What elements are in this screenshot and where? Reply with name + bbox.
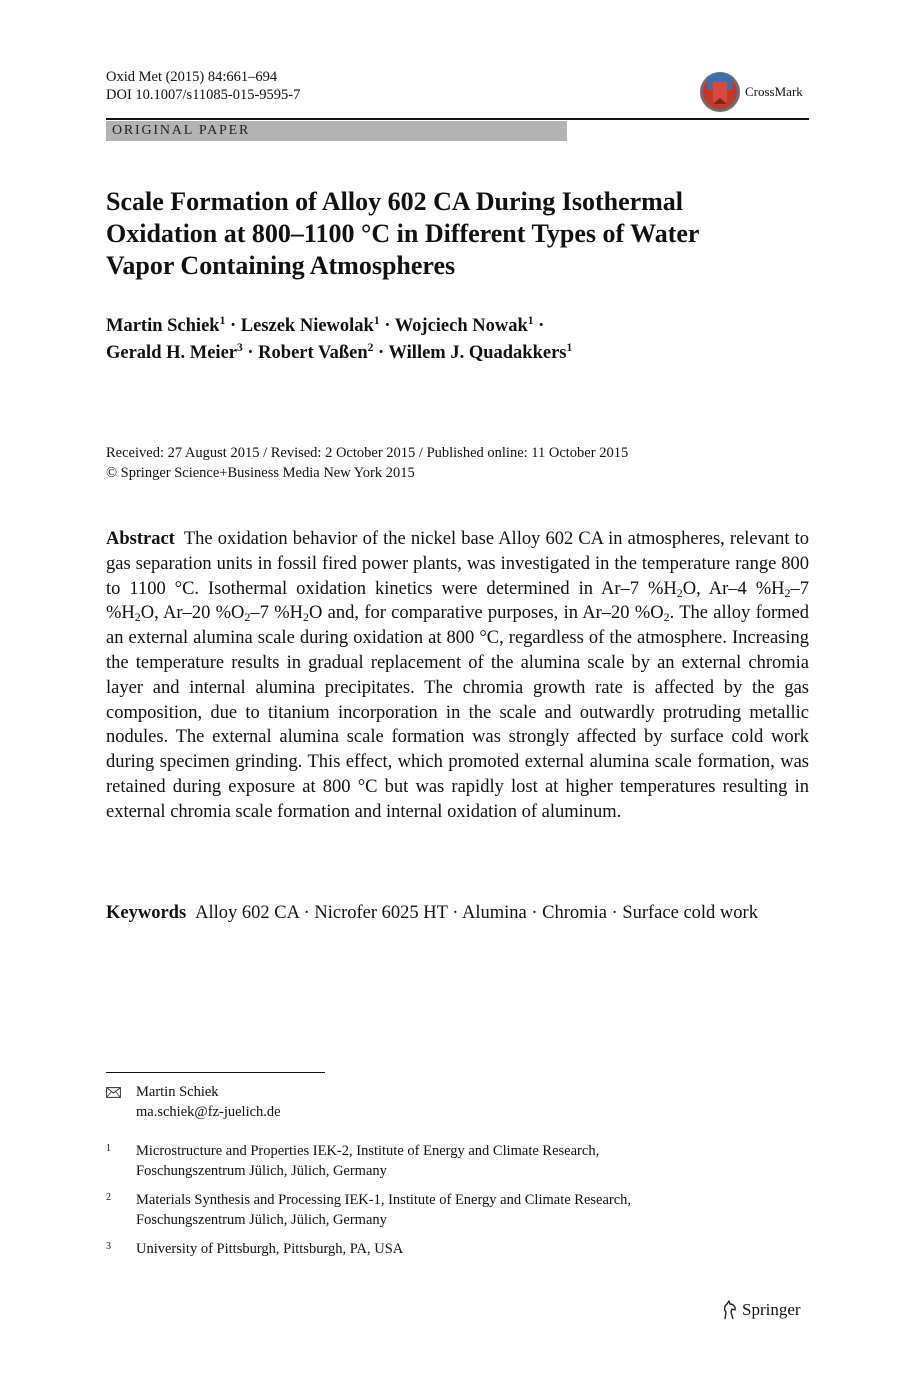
affiliation-mark: 1 [527,315,534,327]
envelope-icon [106,1087,121,1098]
abstract-text: . The alloy formed an external alumina scale during oxidation at 800 °C, regardless of the atmosphere. Increasing the temperature results in gradual replacement of the alumina scale by an external chromia layer and internal alumina precipitates. The chromia growth rate is affected by the gas composition, due to titanium incorporation in the scale and outwardly protruding metallic nodules. The external alumina scale formation was strongly affected by surface cold work during specimen grinding. This effect, which promoted external alumina scale formation, was retained during exposure at 800 °C but was rapidly lost at higher temperatures resulting in external chromia scale formation and internal oxidation of aluminum. [106,603,810,822]
abstract-text: –7 %H [106,578,809,624]
author-line-1: Martin Schiek$^1$ · Leszek Niewolak$^1$ · Wojciech Nowak$^1$ · [106,315,545,336]
abstract-text: –7 %H [250,603,303,624]
subscript: 2 [134,610,141,625]
affiliation-3 [106,1240,806,1260]
affiliation-mark: 1 [219,315,226,327]
footnotes [106,1083,806,1260]
doi-line[interactable]: DOI 10.1007/s11085-015-9595-7 [106,87,301,103]
author-name[interactable]: Gerald H. Meier [106,343,237,363]
affiliation-mark: 2 [367,342,374,354]
author-name[interactable]: Willem J. Quadakkers [388,343,567,363]
affiliation-number: 1 [106,1143,111,1154]
abstract-text: O, Ar–4 %H [682,578,785,599]
affiliation-number: 3 [106,1241,111,1252]
crossmark-label: CrossMark [745,84,803,99]
dates-line: Received: 27 August 2015 / Revised: 2 October 2015 / Published online: 11 October 2015 [106,445,629,461]
subscript: 2 [244,610,251,625]
affiliation-1 [106,1142,806,1181]
title-line-1: Scale Formation of Alloy 602 CA During Isothermal [106,187,684,216]
affiliation-number: 2 [106,1192,111,1203]
corresponding-author-email[interactable]: ma.schiek@fz-juelich.de [136,1103,281,1120]
keywords-text: Alloy 602 CA · Nicrofer 6025 HT · Alumina · Chromia · Surface cold work [195,903,758,923]
title-line-3: Vapor Containing Atmospheres [106,251,456,280]
publisher-name: Springer [742,1300,801,1319]
subscript: 2 [676,585,683,600]
affiliation-text: Microstructure and Properties IEK-2, Institute of Energy and Climate Research, [136,1143,600,1159]
author-list [106,313,806,367]
title-line-2: Oxidation at 800–1100 °C in Different Types of Water [106,219,700,248]
affiliation-mark: 3 [237,342,243,354]
article-type-bar [106,121,567,141]
affiliation-text: University of Pittsburgh, Pittsburgh, PA, USA [136,1241,404,1257]
copyright-line: © Springer Science+Business Media New York 2015 [106,464,415,481]
affiliation-mark: 1 [373,315,380,327]
header-rule [106,118,809,120]
abstract-heading: Abstract [106,529,175,549]
springer-logo [722,1300,801,1320]
affiliation-mark: 1 [566,342,573,354]
author-line-2: Gerald H. Meier$^3$ · Robert Vaßen$^2$ · Willem J. Quadakkers$^1$ [106,342,573,363]
crossmark-badge[interactable] [698,70,810,114]
springer-horse-icon [722,1300,738,1320]
affiliation-text: Foschungszentrum Jülich, Jülich, Germany [136,1162,387,1179]
footnote-rule [106,1072,325,1073]
abstract-text: O, Ar–20 %O [140,603,245,624]
journal-citation [106,68,300,104]
affiliation-text: Materials Synthesis and Processing IEK-1, Institute of Energy and Climate Research, [136,1192,632,1208]
corresponding-author-name: Martin Schiek [136,1084,219,1100]
author-name[interactable]: Martin Schiek [106,316,220,336]
publication-dates [106,444,806,483]
crossmark-icon [698,70,742,114]
subscript: 2 [784,585,791,600]
abstract-text: O and, for comparative purposes, in Ar–20 %O [308,603,664,624]
abstract-text: The oxidation behavior of the nickel base Alloy 602 CA in atmospheres, relevant to gas separation units in fossil fired power plants, was investigated in the temperature range 800 to 1100 °C. Isothermal oxidation kinetics were determined in Ar–7 %H [106,529,809,599]
affiliation-text: Foschungszentrum Jülich, Jülich, Germany [136,1211,387,1228]
author-name[interactable]: Leszek Niewolak [240,316,374,336]
journal-line: Oxid Met (2015) 84:661–694 [106,69,278,85]
affiliation-2 [106,1191,806,1230]
author-name[interactable]: Wojciech Nowak [394,316,528,336]
subscript: 2 [663,610,670,625]
abstract [106,527,809,825]
author-name[interactable]: Robert Vaßen [258,343,368,363]
correspondence [106,1083,806,1122]
subscript: 2 [302,610,309,625]
article-type-label: ORIGINAL PAPER [112,123,251,138]
keywords-heading: Keywords [106,903,187,923]
keywords [106,901,809,926]
paper-title [106,186,806,282]
